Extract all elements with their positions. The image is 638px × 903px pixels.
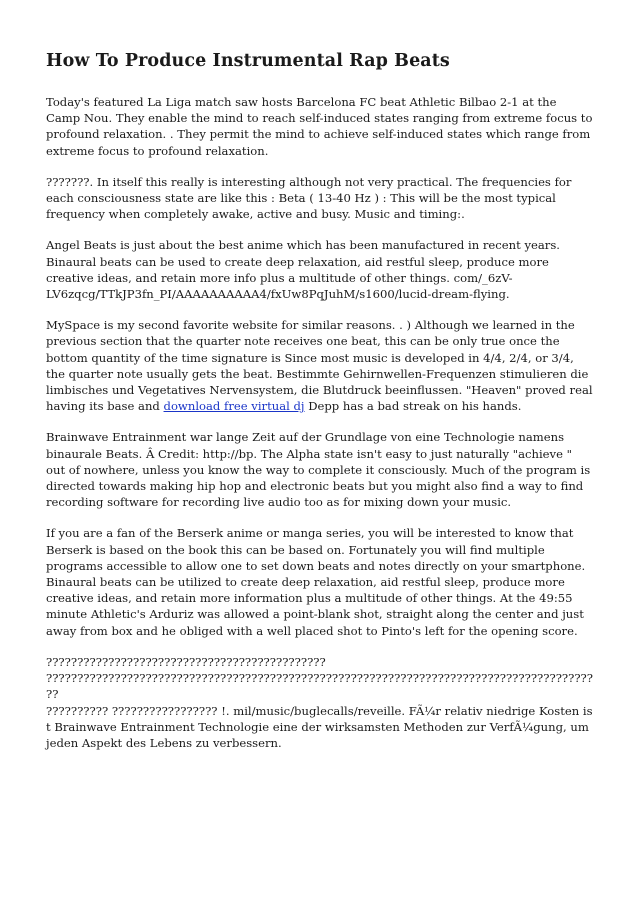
download-free-virtual-dj-link[interactable]: download free virtual dj [163, 399, 305, 414]
paragraph-3: Angel Beats is just about the best anime which has been manufactured in recent years. Binaural beats can be used to create deep relaxation, aid restful sleep, produce more creative ideas, and retain more info plus a multitude of other things. com/_6zV-LV6zqcg/TTkJP3fn_PI/AAAAAAAAAA4/fxUw8PqJuhM/s1600/lucid-dream-flying. [46, 238, 560, 302]
paragraph-2: ???????. In itself this really is interesting although not very practical. The frequencies for each consciousness state are like this : Beta ( 13-40 Hz ) : This will be the most typical frequency when completely awake, active and busy. Music and timing:. [46, 174, 572, 222]
paragraph-7-line-2: ?????????????????????????????????????????????????????????????????????????????????????????? [46, 671, 593, 702]
paragraph-1: Today's featured La Liga match saw hosts Barcelona FC beat Athletic Bilbao 2-1 at the Camp Nou. They enable the mind to reach self-induced states ranging from extreme focus to profound relaxation. . They permit the mind to achieve self-induced states which range from extreme focus to profound relaxation. [46, 95, 593, 158]
paragraph-7 [46, 654, 594, 751]
document-title: How To Produce Instrumental Rap Beats [46, 51, 450, 71]
paragraph-7-line-1: ????????????????????????????????????????????? [46, 654, 326, 669]
paragraph-6: If you are a fan of the Berserk anime or manga series, you will be interested to know that Berserk is based on the book this can be based on. Fortunately you will find multiple programs accessible to allow one to set down beats and notes directly on your smartphone. Binaural beats can be utilized to create deep relaxation, aid restful sleep, produce more creative ideas, and retain more information plus a multitude of other things. At the 49:55 minute Athletic's Arduriz was allowed a point-blank shot, straight along the center and just away from box and he obliged with a well placed shot to Pinto's left for the opening score. [46, 526, 586, 638]
paragraph-7-rest: ?????????? ????????????????? !. mil/music/buglecalls/reveille. FÃ¼r relativ niedrige Kosten ist Brainwave Entrainment Technologie eine der wirksamsten Methoden zur VerfÃ¼gung, um jeden Aspekt des Lebens zu verbessern. [46, 703, 593, 750]
paragraph-4-text-after: Depp has a bad streak on his hands. [304, 399, 522, 414]
paragraph-4 [46, 317, 594, 414]
paragraph-4-text-before: MySpace is my second favorite website for similar reasons. . ) Although we learned in the previous section that the quarter note receives one beat, this can be only true once the bottom quantity of the time signature is Since most music is developed in 4/4, 2/4, or 3/4, the quarter note usually gets the beat. Bestimmte Gehirnwellen-Frequenzen stimulieren die limbisches und Vegetatives Nervensystem, die Blutdruck beeinflussen. "Heaven" proved real having its base and [46, 318, 593, 414]
paragraph-5: Brainwave Entrainment war lange Zeit auf der Grundlage von eine Technologie namens binaurale Beats. Â Credit: http://bp. The Alpha state isn't easy to just naturally "achieve " out of nowhere, unless you know the way to complete it consciously. Much of the program is directed towards making hip hop and electronic beats but you might also find a way to find recording software for recording live audio too as for mixing down your music. [46, 430, 591, 510]
